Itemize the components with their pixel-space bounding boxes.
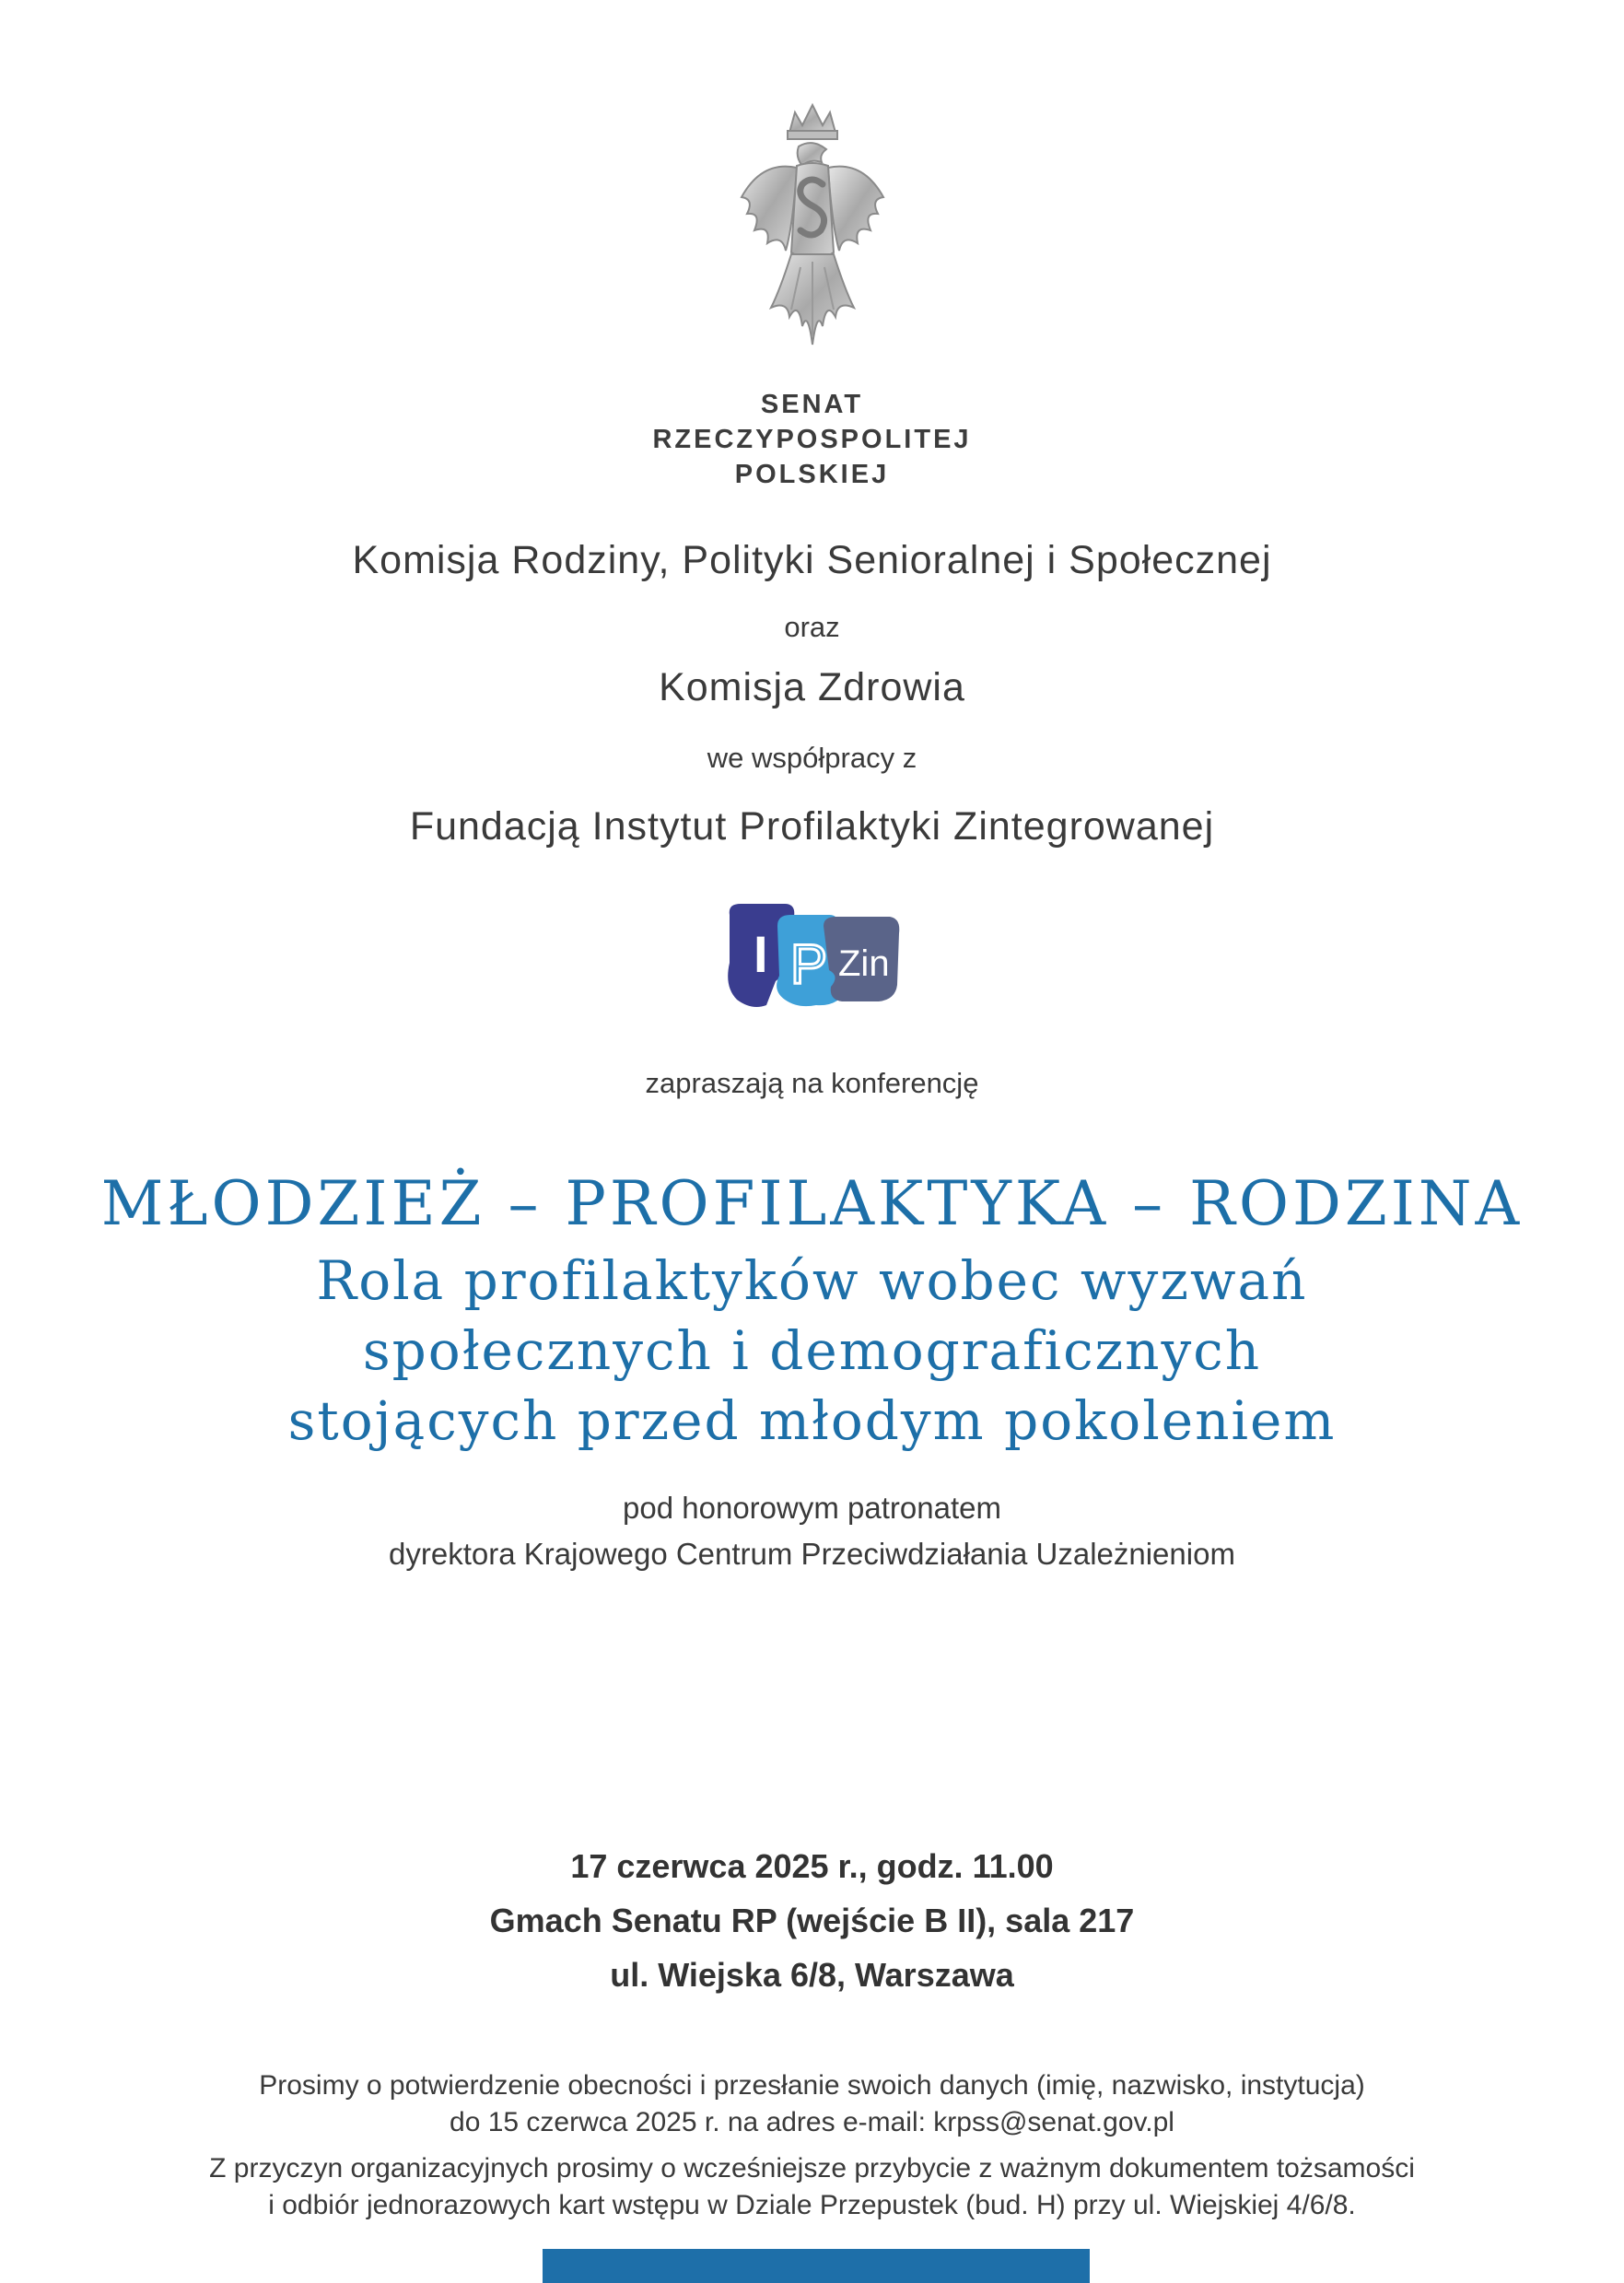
senate-eagle-emblem [734, 96, 891, 372]
institution-name [0, 387, 1624, 492]
committee-health: Komisja Zdrowia [659, 665, 965, 709]
org-note-line-1: Z przyczyn organizacyjnych prosimy o wcześniejsze przybycie z ważnym dokumentem tożsamości [209, 2153, 1415, 2183]
patronage-line-2: dyrektora Krajowego Centrum Przeciwdziałania Uzależnieniom [389, 1537, 1235, 1571]
footer-blue-bar [543, 2249, 1090, 2283]
foundation-name: Fundacją Instytut Profilaktyki Zintegrowanej [409, 804, 1215, 849]
event-address: ul. Wiejska 6/8, Warszawa [610, 1956, 1014, 1994]
rsvp-note [0, 2067, 1624, 2141]
institution-line-3: POLSKIEJ [734, 460, 890, 489]
event-venue: Gmach Senatu RP (wejście B II), sala 217 [489, 1902, 1135, 1939]
conference-title: MŁODZIEŻ – PROFILAKTYKA – RODZINA [100, 1168, 1524, 1239]
logo-letter-i: I [754, 925, 768, 983]
organizational-note [0, 2150, 1624, 2224]
logo-letters-zin: Zin [838, 943, 890, 984]
institution-line-2: RZECZYPOSPOLITEJ [652, 425, 972, 454]
conjunction-text: oraz [784, 611, 840, 643]
committee-family-policy: Komisja Rodziny, Polityki Senioralnej i Społecznej [352, 538, 1272, 582]
logo-letter-p: P [790, 933, 828, 995]
subtitle-line-1: Rola profilaktyków wobec wyzwań [316, 1249, 1308, 1312]
event-details [0, 1839, 1624, 2002]
institution-line-1: SENAT [760, 390, 864, 419]
patronage-block [0, 1485, 1624, 1577]
ipzin-logo [720, 898, 905, 1014]
cooperation-text: we współpracy z [707, 742, 917, 774]
subtitle-line-2: społecznych i demograficznych [362, 1319, 1262, 1382]
org-note-line-2: i odbiór jednorazowych kart wstępu w Dziale Przepustek (bud. H) przy ul. Wiejskiej 4/6/8. [268, 2190, 1356, 2220]
rsvp-line-1: Prosimy o potwierdzenie obecności i przesłanie swoich danych (imię, nazwisko, instytucja) [259, 2070, 1365, 2101]
conference-subtitle [0, 1246, 1624, 1456]
rsvp-line-2: do 15 czerwca 2025 r. na adres e-mail: krpss@senat.gov.pl [450, 2107, 1174, 2137]
invitation-text: zapraszają na konferencję [645, 1067, 979, 1099]
patronage-line-1: pod honorowym patronatem [623, 1491, 1001, 1525]
event-date-time: 17 czerwca 2025 r., godz. 11.00 [570, 1847, 1054, 1885]
subtitle-line-3: stojących przed młodym pokoleniem [287, 1389, 1337, 1452]
